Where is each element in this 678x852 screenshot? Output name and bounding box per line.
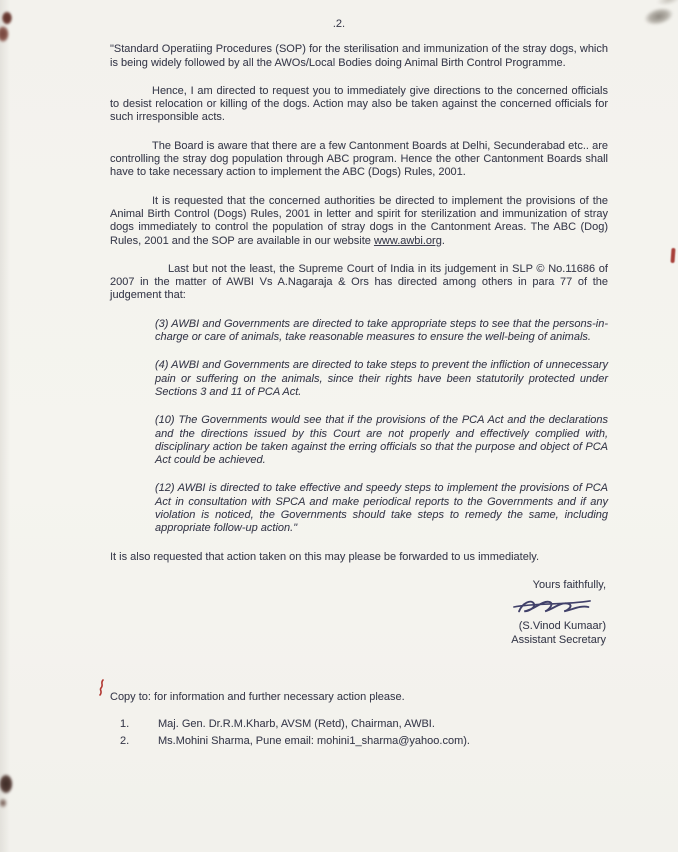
awbi-website-link[interactable]: www.awbi.org	[373, 234, 442, 247]
cantonment-boards-paragraph: The Board is aware that there are a few Cantonment Boards at Delhi, Secunderabad etc.. are controlling the stray dog population through ABC program. Hence the other Cantonment Boards shall have to take necessary action to implement the ABC (Dogs) Rules, 2001.	[110, 139, 608, 179]
copy-item-1-number: 1.	[120, 718, 130, 731]
supreme-court-paragraph: Last but not the least, the Supreme Court of India in its judgement in SLP © No.11686 of 2007 in the matter of AWBI Vs A.Nagaraja & Ors has directed among others in para 77 of the judgement that:	[110, 262, 608, 302]
directions-paragraph: Hence, I am directed to request you to immediately give directions to the concerned officials to desist relocation or killing of the dogs. Action may also be taken against the concerned officials for such irresponsible acts.	[110, 84, 608, 124]
sop-paragraph: "Standard Operatiing Procedures (SOP) for the sterilisation and immunization of the stray dogs, which is being widely followed by all the AWOs/Local Bodies doing Animal Birth Control Programme.	[110, 43, 608, 69]
copy-list	[110, 718, 608, 749]
judgement-quote-4: (4) AWBI and Governments are directed to take steps to prevent the infliction of unnecessary pain or suffering on the animals, since their rights have been statutorily protected under Sections 3 and 11 of PCA Act.	[155, 359, 608, 398]
copy-item-1	[120, 718, 608, 731]
page-number: .2.	[332, 18, 346, 30]
copy-item-2-text: Ms.Mohini Sharma, Pune email: mohini1_sharma@yahoo.com).	[158, 735, 470, 748]
abc-rules-text: It is requested that the concerned authorities be directed to implement the provisions of the Animal Birth Control (Dogs) Rules, 2001 in letter and spirit for sterilization and immunization of stray dogs immediately to control the population of stray dogs in the Cantonment Areas. The ABC (Dog) Rules, 2001 and the SOP are available in our website	[110, 194, 608, 247]
copy-item-2-number: 2.	[120, 735, 130, 748]
abc-rules-paragraph	[110, 195, 608, 248]
copy-item-1-text: Maj. Gen. Dr.R.M.Kharb, AVSM (Retd), Chairman, AWBI.	[158, 718, 435, 731]
copy-item-2	[120, 735, 608, 748]
action-request-paragraph: It is also requested that action taken on this may please be forwarded to us immediately.	[110, 550, 540, 563]
signature-ink-icon	[504, 594, 600, 620]
signature-scribble	[110, 594, 600, 620]
judgement-quote-3: (3) AWBI and Governments are directed to take appropriate steps to see that the persons-in-charge or care of animals, take reasonable measures to ensure the well-being of animals.	[155, 317, 608, 344]
signatory-name: (S.Vinod Kumaar)	[518, 620, 606, 633]
abc-rules-text-end: .	[441, 234, 445, 247]
judgement-quote-10: (10) The Governments would see that if the provisions of the PCA Act and the declarations and the directions issued by this Court are not properly and effectively complied with, disciplinary action be taken against the erring officials so that the purpose and object of PCA Act could be achieved.	[155, 414, 608, 467]
valediction: Yours faithfully,	[532, 578, 606, 591]
copy-to-heading: Copy to: for information and further necessary action please.	[110, 690, 405, 703]
signatory-title: Assistant Secretary	[511, 633, 606, 646]
closing-block	[110, 579, 608, 647]
judgement-quote-12: (12) AWBI is directed to take effective and speedy steps to implement the provisions of PCA Act in consultation with SPCA and make periodical reports to the Governments and if any violation is noticed, the Governments should take steps to remedy the same, including appropriate follow-up action."	[155, 482, 608, 535]
